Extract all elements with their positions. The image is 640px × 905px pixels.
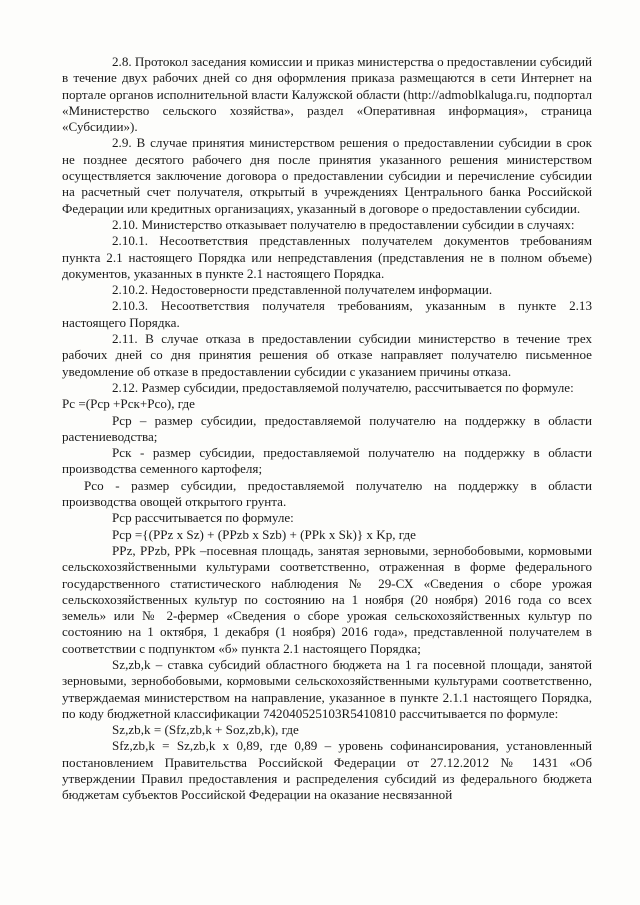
document-body [62, 54, 592, 804]
paragraph-2-11: 2.11. В случае отказа в предоставлении субсидии министерство в течение трех рабочих дней со дня принятия решения об отказе направляет получателю письменное уведомление об отказе в предоставлении субсидии с указанием причины отказа. [62, 331, 592, 379]
formula-pcr: Рср ={(PPz x Sz) + (PPzb x Szb) + (PPk x Sk)} x Kp, где [112, 526, 416, 542]
paragraph-2-10-2: 2.10.2. Недостоверности представленной получателем информации. [112, 282, 493, 298]
definition-pcr: Рср – размер субсидии, предоставляемой получателю на поддержку в области растениеводства; [62, 412, 592, 444]
paragraph-2-10: 2.10. Министерство отказывает получателю в предоставлении субсидии в случаях: [112, 216, 575, 232]
paragraph-2-10-3: 2.10.3. Несоответствия получателя требованиям, указанным в пункте 2.13 настоящего Порядка. [62, 298, 592, 330]
formula-pc: Рс =(Рср +Рск+Рсо), где [62, 396, 195, 412]
paragraph-2-10-1: 2.10.1. Несоответствия представленных получателем документов требованиям пункта 2.1 настоящего Порядка или непредставления (представления не в полном объеме) документов, указанных в пункте 2.1 настоящего Порядка. [62, 233, 592, 281]
formula-sfz: Sfz,zb,k = Sz,zb,k x 0,89, где 0,89 – уровень софинансирования, установленный постановлением Правительства Российской Федерации от 27.12.2012 № 1431 «Об утверждении Правил предоставления и распределения субсидий из федерального бюджета бюджетам субъектов Российской Федерации на оказание несвязанной [62, 738, 592, 803]
pcr-formula-intro: Рср рассчитывается по формуле: [112, 510, 294, 526]
paragraph-2-8: 2.8. Протокол заседания комиссии и приказ министерства о предоставлении субсидий в течение двух рабочих дней со дня оформления приказа размещаются в сети Интернет на портале органов исполнительной власти Калужской области (http://admoblkaluga.ru, подпортал «Министерство сельского хозяйства», раздел «Оперативная информация», страница «Субсидии»). [62, 54, 592, 135]
formula-sz: Sz,zb,k = (Sfz,zb,k + Soz,zb,k), где [112, 722, 299, 738]
paragraph-2-9: 2.9. В случае принятия министерством решения о предоставлении субсидии в срок не позднее десятого рабочего дня после принятия указанного решения министерством осуществляется заключение договора о предоставлении субсидии и перечисление субсидии на расчетный счет получателя, открытый в учреждениях Центрального банка Российской Федерации или кредитных организациях, указанный в договоре о предоставлении субсидии. [62, 135, 592, 216]
definition-pck: Рск - размер субсидии, предоставляемой получателю на поддержку в области производства семенного картофеля; [62, 445, 592, 477]
definition-pco: Рсо - размер субсидии, предоставляемой получателю на поддержку в области производства овощей открытого грунта. [62, 477, 592, 510]
definition-sz: Sz,zb,k – ставка субсидий областного бюджета на 1 га посевной площади, занятой зерновыми, зернобобовыми, кормовыми сельскохозяйственными культурами соответственно, утверждаемая министерством на направление, указанное в пункте 2.1.1 настоящего Порядка, по коду бюджетной классификации 742040525103R5410810 рассчитывается по формуле: [62, 656, 592, 721]
paragraph-2-12: 2.12. Размер субсидии, предоставляемой получателю, рассчитывается по формуле: [112, 379, 574, 395]
definition-pp: PPz, PPzb, PPk –посевная площадь, занятая зерновыми, зернобобовыми, кормовыми сельскохозяйственными культурами соответственно, отраженная в форме федерального государственного статистического наблюдения № 29-СХ «Сведения о сборе урожая сельскохозяйственных культур по состоянию на 1 ноября (20 ноября) 2016 года со всех земель» или № 2-фермер «Сведения о сборе урожая сельскохозяйственных культур по состоянию на 1 октября, 1 декабря (1 ноября) 2016 года», представленной получателем в соответствии с подпунктом «б» пункта 2.1 настоящего Порядка; [62, 542, 592, 656]
